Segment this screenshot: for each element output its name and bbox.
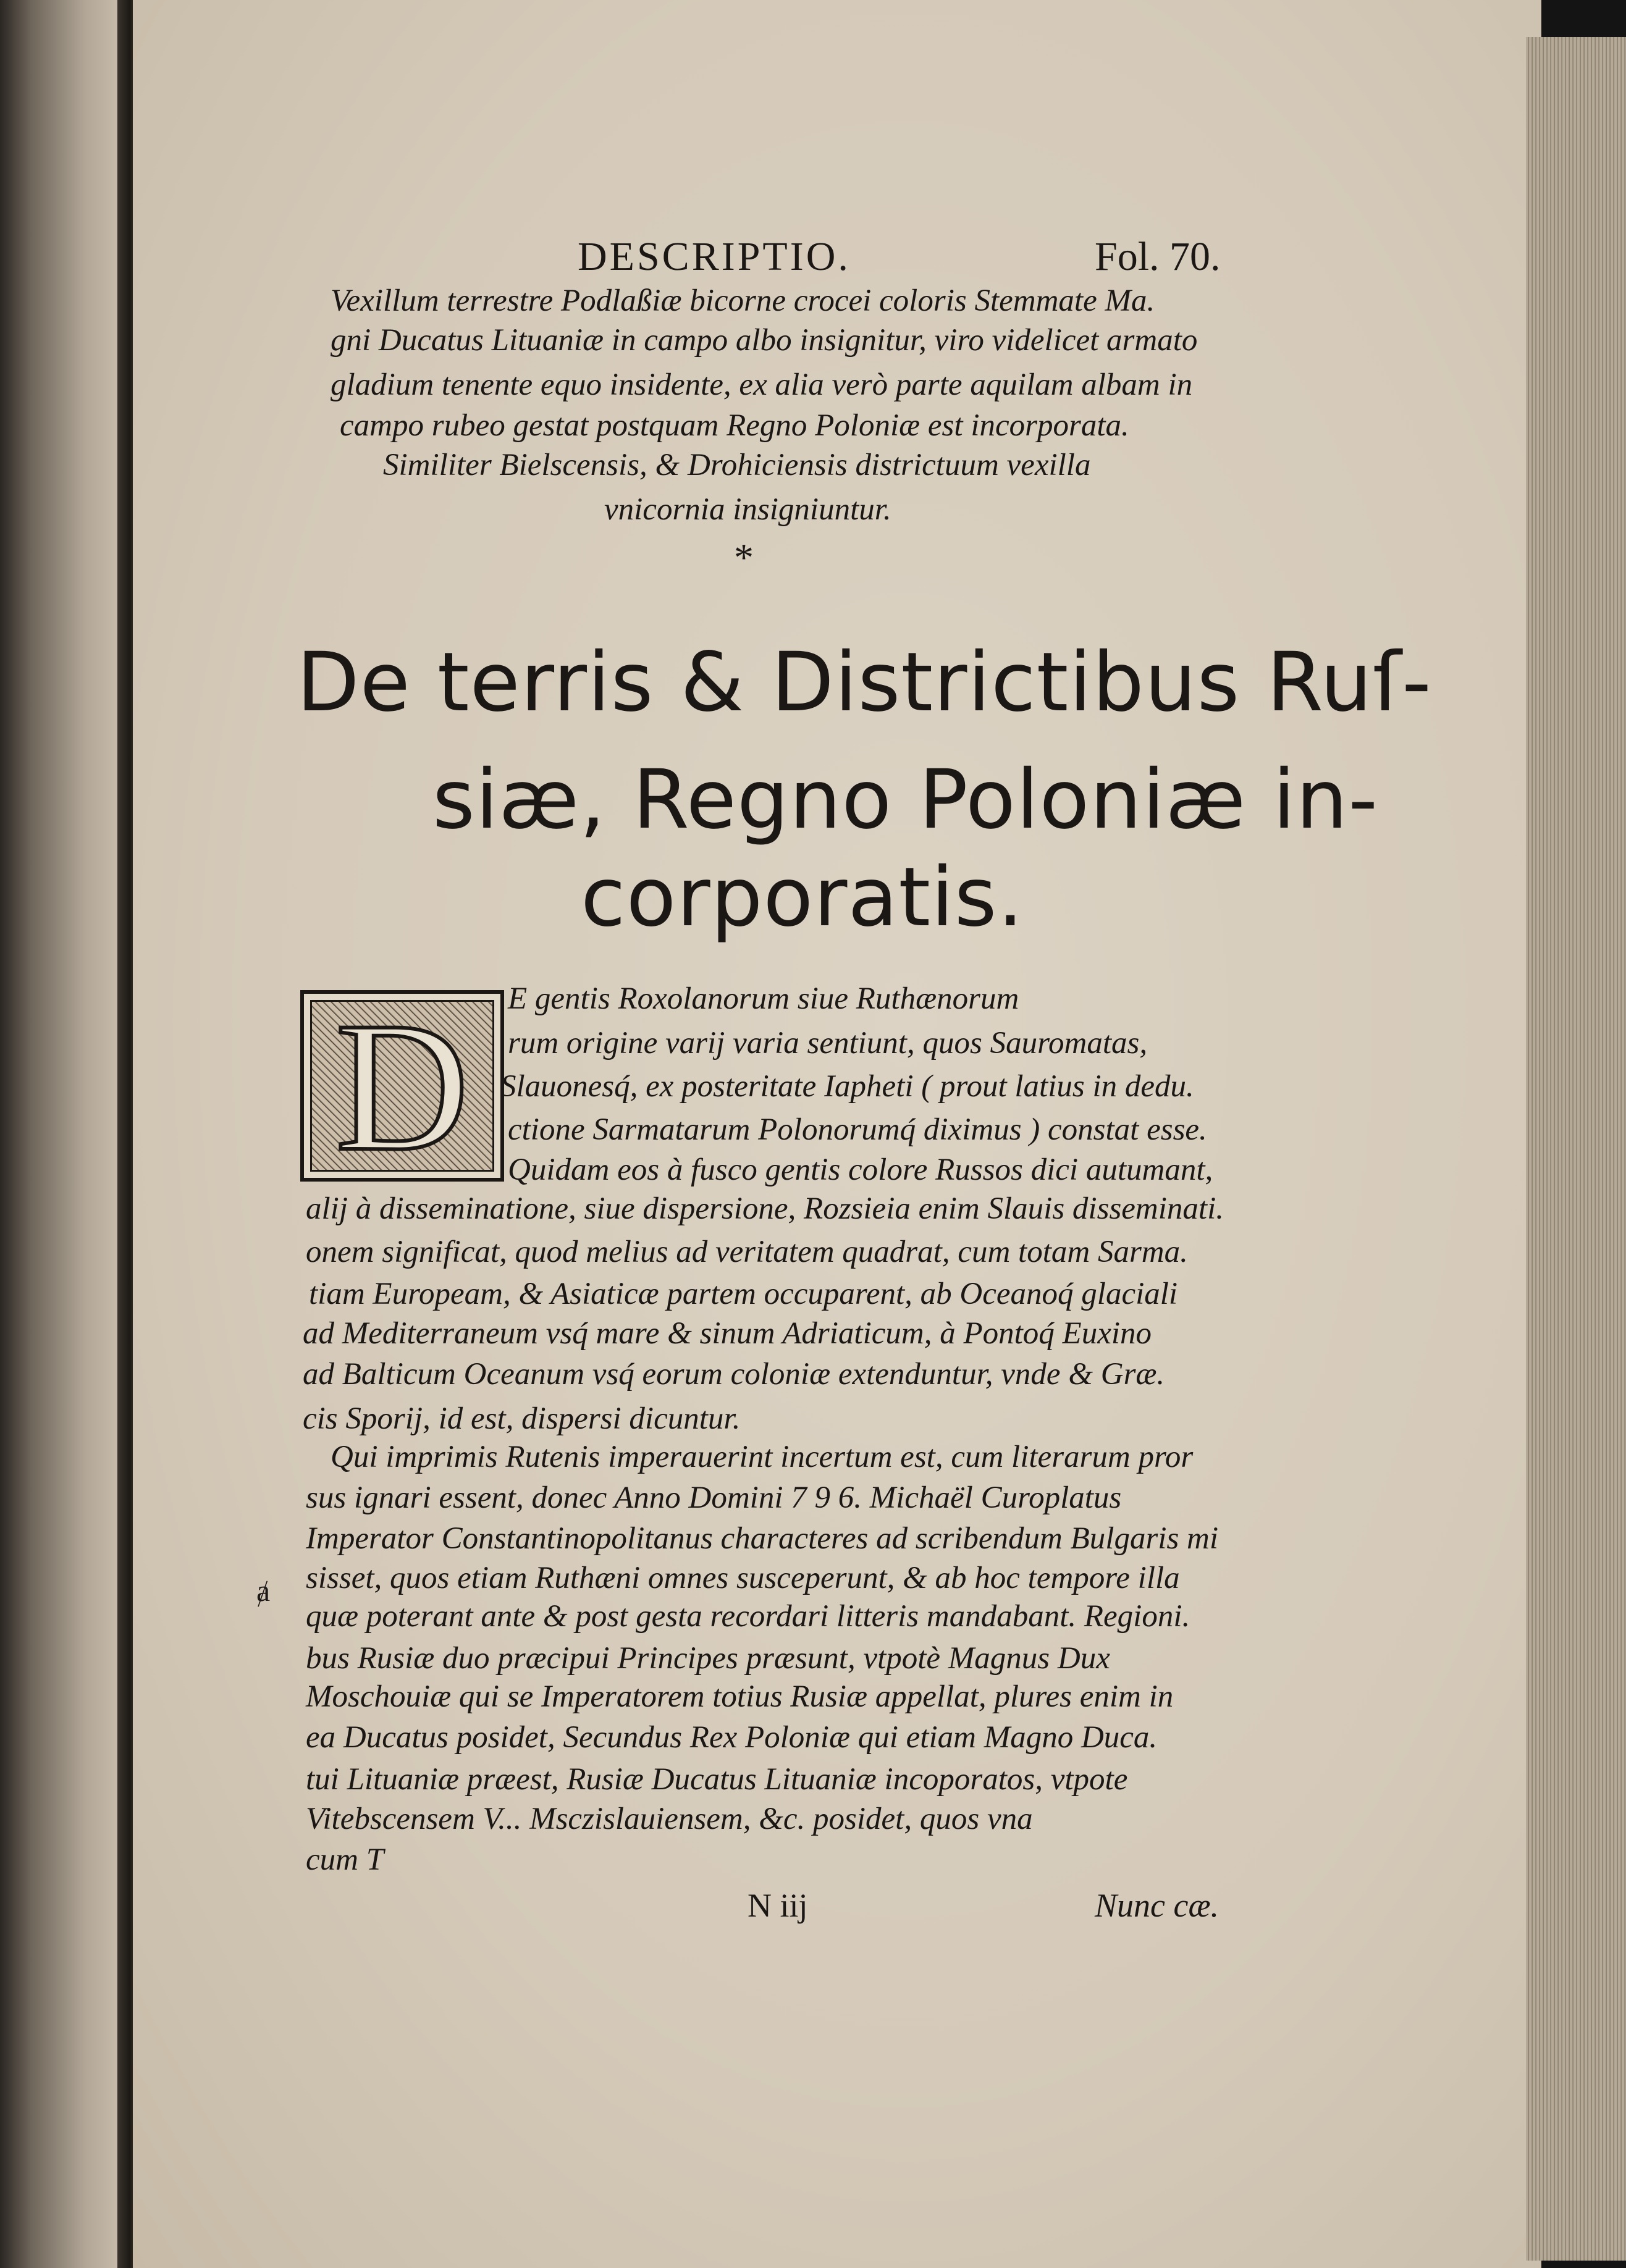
body-line: ad Balticum Oceanum vsq́ eorum coloniæ extenduntur, vnde & Græ. [303, 1357, 1165, 1392]
paragraph-line: campo rubeo gestat postquam Regno Poloniæ est incorporata. [340, 408, 1129, 443]
body-line: bus Rusiæ duo præcipui Principes præsunt, vtpotè Magnus Dux [306, 1641, 1110, 1676]
paragraph-line: gladium tenente equo insidente, ex alia verò parte aquilam albam in [331, 368, 1193, 402]
body-line: Imperator Constantinopolitanus characteres ad scribendum Bulgaris mi [306, 1521, 1219, 1556]
section-separator: * [734, 536, 754, 579]
body-line: tui Lituaniæ præest, Rusiæ Ducatus Lituaniæ incoporatos, vtpote [306, 1762, 1128, 1797]
body-line: Moschouiæ qui se Imperatorem totius Rusiæ appellat, plures enim in [306, 1679, 1174, 1714]
body-line: Slauonesq́, ex posteritate Iapheti ( prout latius in dedu. [500, 1069, 1194, 1104]
body-line: tiam Europeam, & Asiaticæ partem occuparent, ab Oceanoq́ glaciali [309, 1277, 1178, 1311]
paragraph-line: vnicornia insigniuntur. [604, 492, 891, 527]
folio-number: Fol. 70. [1095, 234, 1221, 279]
body-line: ctione Sarmatarum Polonorumq́ diximus ) constat esse. [508, 1112, 1207, 1147]
body-line: alij à disseminatione, siue dispersione, Rozsieia enim Slauis disseminati. [306, 1191, 1224, 1226]
body-line: cis Sporij, id est, dispersi dicuntur. [303, 1401, 741, 1436]
body-line: sus ignari essent, donec Anno Domini 7 9 6. Michaël Curoplatus [306, 1480, 1122, 1515]
signature-mark: N iij [748, 1887, 808, 1924]
body-line: quæ poterant ante & post gesta recordari litteris mandabant. Regioni. [306, 1599, 1190, 1634]
body-line: E gentis Roxolanorum siue Ruthænorum [508, 981, 1019, 1016]
decorated-initial [300, 984, 504, 1189]
marginal-note: ⱥ [256, 1573, 271, 1608]
catchword: Nunc cæ. [1095, 1887, 1219, 1924]
body-line: Quidam eos à fusco gentis colore Russos dici autumant, [508, 1153, 1213, 1187]
body-line: ea Ducatus posidet, Secundus Rex Poloniæ qui etiam Magno Duca. [306, 1720, 1158, 1755]
section-heading-line: De terris & Districtibus Ruſ- [297, 635, 1432, 730]
paragraph-line: Similiter Bielscensis, & Drohiciensis districtuum vexilla [383, 448, 1091, 482]
running-title: DESCRIPTIO. [578, 234, 851, 279]
section-heading-line: siæ, Regno Poloniæ in- [432, 752, 1379, 847]
initial-letter: D [335, 984, 470, 1189]
body-line: onem significat, quod melius ad veritatem quadrat, cum totam Sarma. [306, 1235, 1188, 1269]
left-page-edge [0, 0, 124, 2268]
body-line: Vitebscensem V... Msczislauiensem, &c. posidet, quos vna [306, 1802, 1033, 1836]
section-heading-line: corporatis. [581, 850, 1024, 945]
page-edges [1526, 37, 1626, 2261]
body-line: cum T [306, 1842, 384, 1877]
body-line: ad Mediterraneum vsq́ mare & sinum Adriaticum, à Pontoq́ Euxino [303, 1316, 1152, 1351]
paragraph-line: gni Ducatus Lituaniæ in campo albo insignitur, viro videlicet armato [331, 323, 1198, 358]
body-line: Qui imprimis Rutenis imperauerint incertum est, cum literarum pror [331, 1440, 1194, 1474]
body-line: rum origine varij varia sentiunt, quos Sauromatas, [508, 1026, 1148, 1060]
body-line: sisset, quos etiam Ruthæni omnes susceperunt, & ab hoc tempore illa [306, 1561, 1180, 1595]
paragraph-line: Vexillum terrestre Podlaßiæ bicorne crocei coloris Stemmate Ma. [331, 284, 1155, 318]
